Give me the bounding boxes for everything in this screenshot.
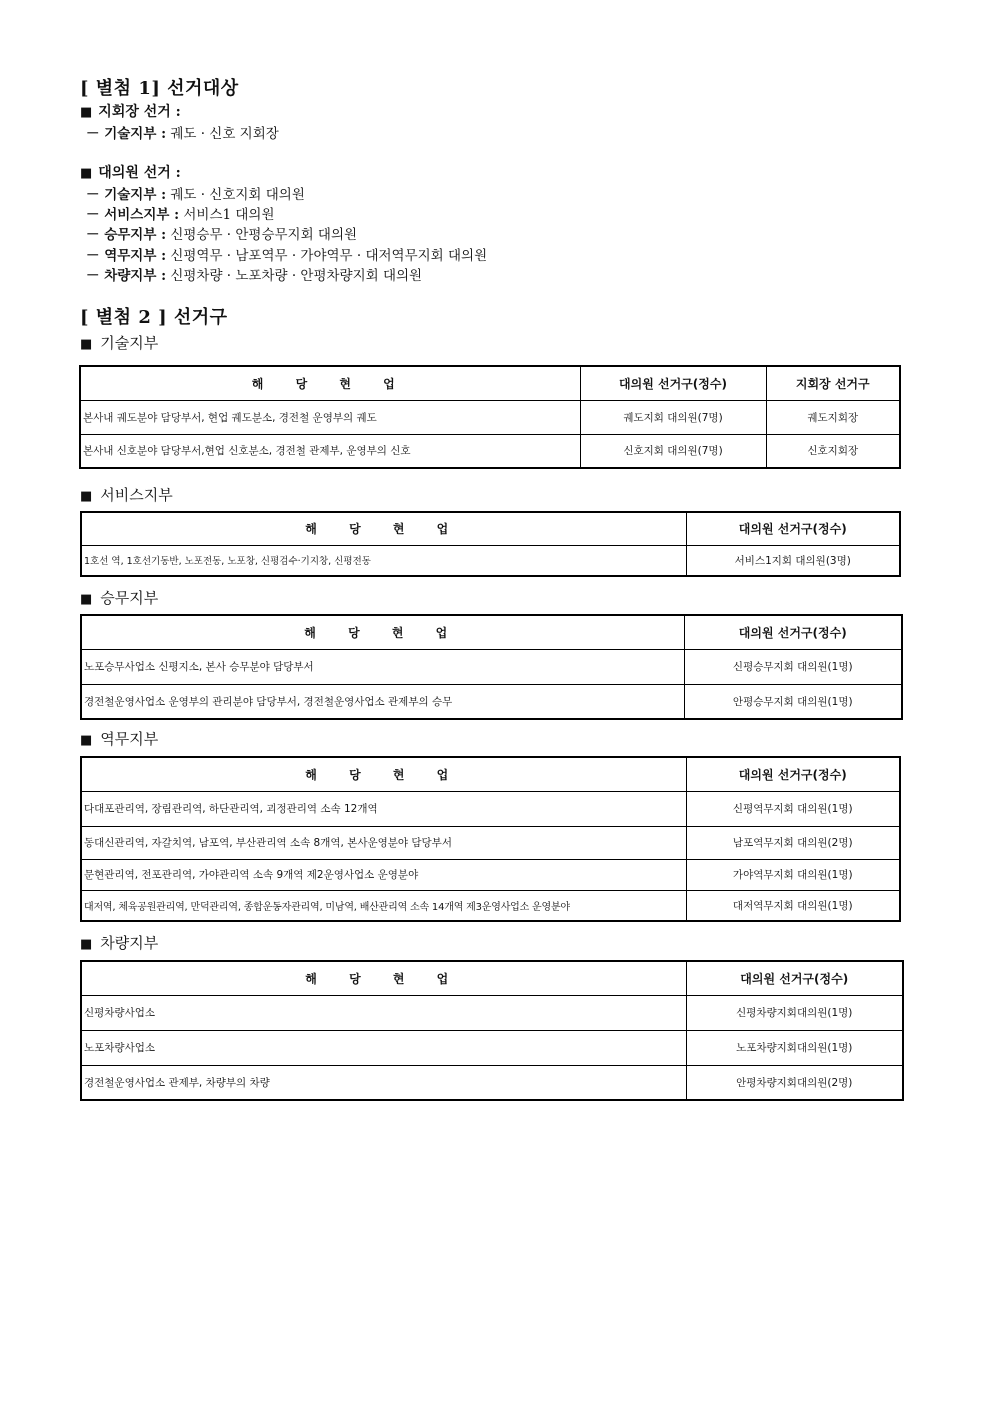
table-row (81, 826, 900, 859)
rep-item (86, 244, 487, 264)
vehicle-table (80, 960, 904, 1101)
column-header: 해 당 현 업 (81, 757, 686, 791)
rep-item-label: － 기술지부 : (86, 187, 167, 203)
chair-item-value: 궤도 · 신호 지회장 (166, 126, 279, 142)
table-cell: 노포차량사업소 (81, 1030, 686, 1065)
rep-item-value: 서비스1 대의원 (179, 207, 275, 223)
crew-section-heading (80, 587, 158, 608)
column-header: 대의원 선거구(정수) (686, 961, 903, 995)
table-cell: 서비스1지회 대의원(3명) (686, 545, 900, 576)
square-bullet-icon: ■ (80, 592, 93, 607)
tech-section-title: 기술지부 (100, 334, 159, 352)
table-cell: 대저역, 체육공원관리역, 만덕관리역, 종합운동자관리역, 미남역, 배산관리역 소속 14개역 제3운영사업소 운영분야 (81, 890, 686, 921)
rep-item-label: － 역무지부 : (86, 248, 167, 264)
table-cell: 신호지회 대의원(7명) (580, 434, 766, 468)
rep-item-value: 궤도 · 신호지회 대의원 (166, 187, 305, 203)
vehicle-section-title: 차량지부 (100, 934, 159, 952)
table-row (81, 859, 900, 890)
table-cell: 대저역무지회 대의원(1명) (686, 890, 900, 921)
annex2-title: [ 별첨 2 ] 선거구 (80, 307, 228, 328)
rep-election-label: 대의원 선거 : (98, 165, 181, 181)
table-cell: 안평승무지회 대의원(1명) (684, 684, 902, 719)
rep-item-value: 신평역무 · 남포역무 · 가야역무 · 대저역무지회 대의원 (166, 248, 488, 264)
rep-item (86, 264, 422, 284)
table-cell: 신평차량지회대의원(1명) (686, 995, 903, 1030)
table-row (81, 684, 902, 719)
column-header: 해 당 현 업 (80, 366, 580, 400)
square-bullet-icon: ■ (80, 337, 93, 352)
table-row (81, 1030, 903, 1065)
column-header: 대의원 선거구(정수) (686, 757, 900, 791)
station-section-title: 역무지부 (100, 730, 159, 748)
table-header-row (81, 757, 900, 791)
chair-item-label: － 기술지부 : (86, 126, 167, 142)
table-row (81, 890, 900, 921)
table-header-row (80, 366, 900, 400)
chair-election-heading (80, 101, 181, 121)
table-cell: 1호선 역, 1호선기동반, 노포전동, 노포창, 신평검수·기지창, 신평전동 (81, 545, 686, 576)
column-header: 지회장 선거구 (766, 366, 900, 400)
table-row (80, 400, 900, 434)
table-cell: 신호지회장 (766, 434, 900, 468)
table-cell: 궤도지회장 (766, 400, 900, 434)
table-cell: 경전철운영사업소 운영부의 관리분야 담당부서, 경전철운영사업소 관제부의 승무 (81, 684, 684, 719)
vehicle-section-heading (80, 932, 158, 953)
square-bullet-icon: ■ (80, 489, 93, 504)
rep-item-label: － 승무지부 : (86, 227, 167, 243)
square-bullet-icon: ■ (80, 105, 93, 120)
column-header: 대의원 선거구(정수) (684, 615, 902, 649)
rep-item (86, 223, 357, 243)
table-row (81, 791, 900, 826)
tech-table (79, 365, 901, 469)
rep-item (86, 203, 275, 223)
chair-election-label: 지회장 선거 : (98, 104, 181, 120)
square-bullet-icon: ■ (80, 166, 93, 181)
table-cell: 노포승무사업소 신평지소, 본사 승무분야 담당부서 (81, 649, 684, 684)
table-cell: 신평차량사업소 (81, 995, 686, 1030)
annex1-title: [ 별첨 1] 선거대상 (80, 78, 239, 99)
column-header: 대의원 선거구(정수) (686, 512, 900, 545)
table-cell: 경전철운영사업소 관제부, 차량부의 차량 (81, 1065, 686, 1100)
column-header: 해 당 현 업 (81, 512, 686, 545)
rep-election-heading (80, 162, 181, 182)
table-row (81, 545, 900, 576)
table-row (81, 995, 903, 1030)
column-header: 대의원 선거구(정수) (580, 366, 766, 400)
table-cell: 본사내 궤도분야 담당부서, 현업 궤도분소, 경전철 운영부의 궤도 (80, 400, 580, 434)
service-section-title: 서비스지부 (100, 486, 173, 504)
rep-item (86, 183, 305, 203)
table-cell: 노포차량지회대의원(1명) (686, 1030, 903, 1065)
rep-item-label: － 차량지부 : (86, 268, 167, 284)
column-header: 해 당 현 업 (81, 615, 684, 649)
square-bullet-icon: ■ (80, 733, 93, 748)
table-cell: 문현관리역, 전포관리역, 가야관리역 소속 9개역 제2운영사업소 운영분야 (81, 859, 686, 890)
table-header-row (81, 512, 900, 545)
square-bullet-icon: ■ (80, 937, 93, 952)
table-header-row (81, 961, 903, 995)
table-row (80, 434, 900, 468)
table-cell: 본사내 신호분야 담당부서,현업 신호분소, 경전철 관제부, 운영부의 신호 (80, 434, 580, 468)
table-header-row (81, 615, 902, 649)
crew-table (80, 614, 903, 720)
table-cell: 신평역무지회 대의원(1명) (686, 791, 900, 826)
table-cell: 안평차량지회대의원(2명) (686, 1065, 903, 1100)
table-row (81, 1065, 903, 1100)
table-cell: 가야역무지회 대의원(1명) (686, 859, 900, 890)
crew-section-title: 승무지부 (100, 589, 159, 607)
service-table (80, 511, 901, 577)
rep-item-value: 신평차량 · 노포차량 · 안평차량지회 대의원 (166, 268, 423, 284)
rep-item-label: － 서비스지부 : (86, 207, 180, 223)
chair-item (86, 122, 279, 142)
rep-item-value: 신평승무 · 안평승무지회 대의원 (166, 227, 358, 243)
station-table (80, 756, 901, 922)
table-cell: 남포역무지회 대의원(2명) (686, 826, 900, 859)
service-section-heading (80, 484, 173, 505)
station-section-heading (80, 728, 158, 749)
table-row (81, 649, 902, 684)
column-header: 해 당 현 업 (81, 961, 686, 995)
tech-section-heading (80, 332, 158, 353)
table-cell: 궤도지회 대의원(7명) (580, 400, 766, 434)
table-cell: 동대신관리역, 자갈치역, 남포역, 부산관리역 소속 8개역, 본사운영분야 담당부서 (81, 826, 686, 859)
table-cell: 다대포관리역, 장림관리역, 하단관리역, 괴정관리역 소속 12개역 (81, 791, 686, 826)
table-cell: 신평승무지회 대의원(1명) (684, 649, 902, 684)
